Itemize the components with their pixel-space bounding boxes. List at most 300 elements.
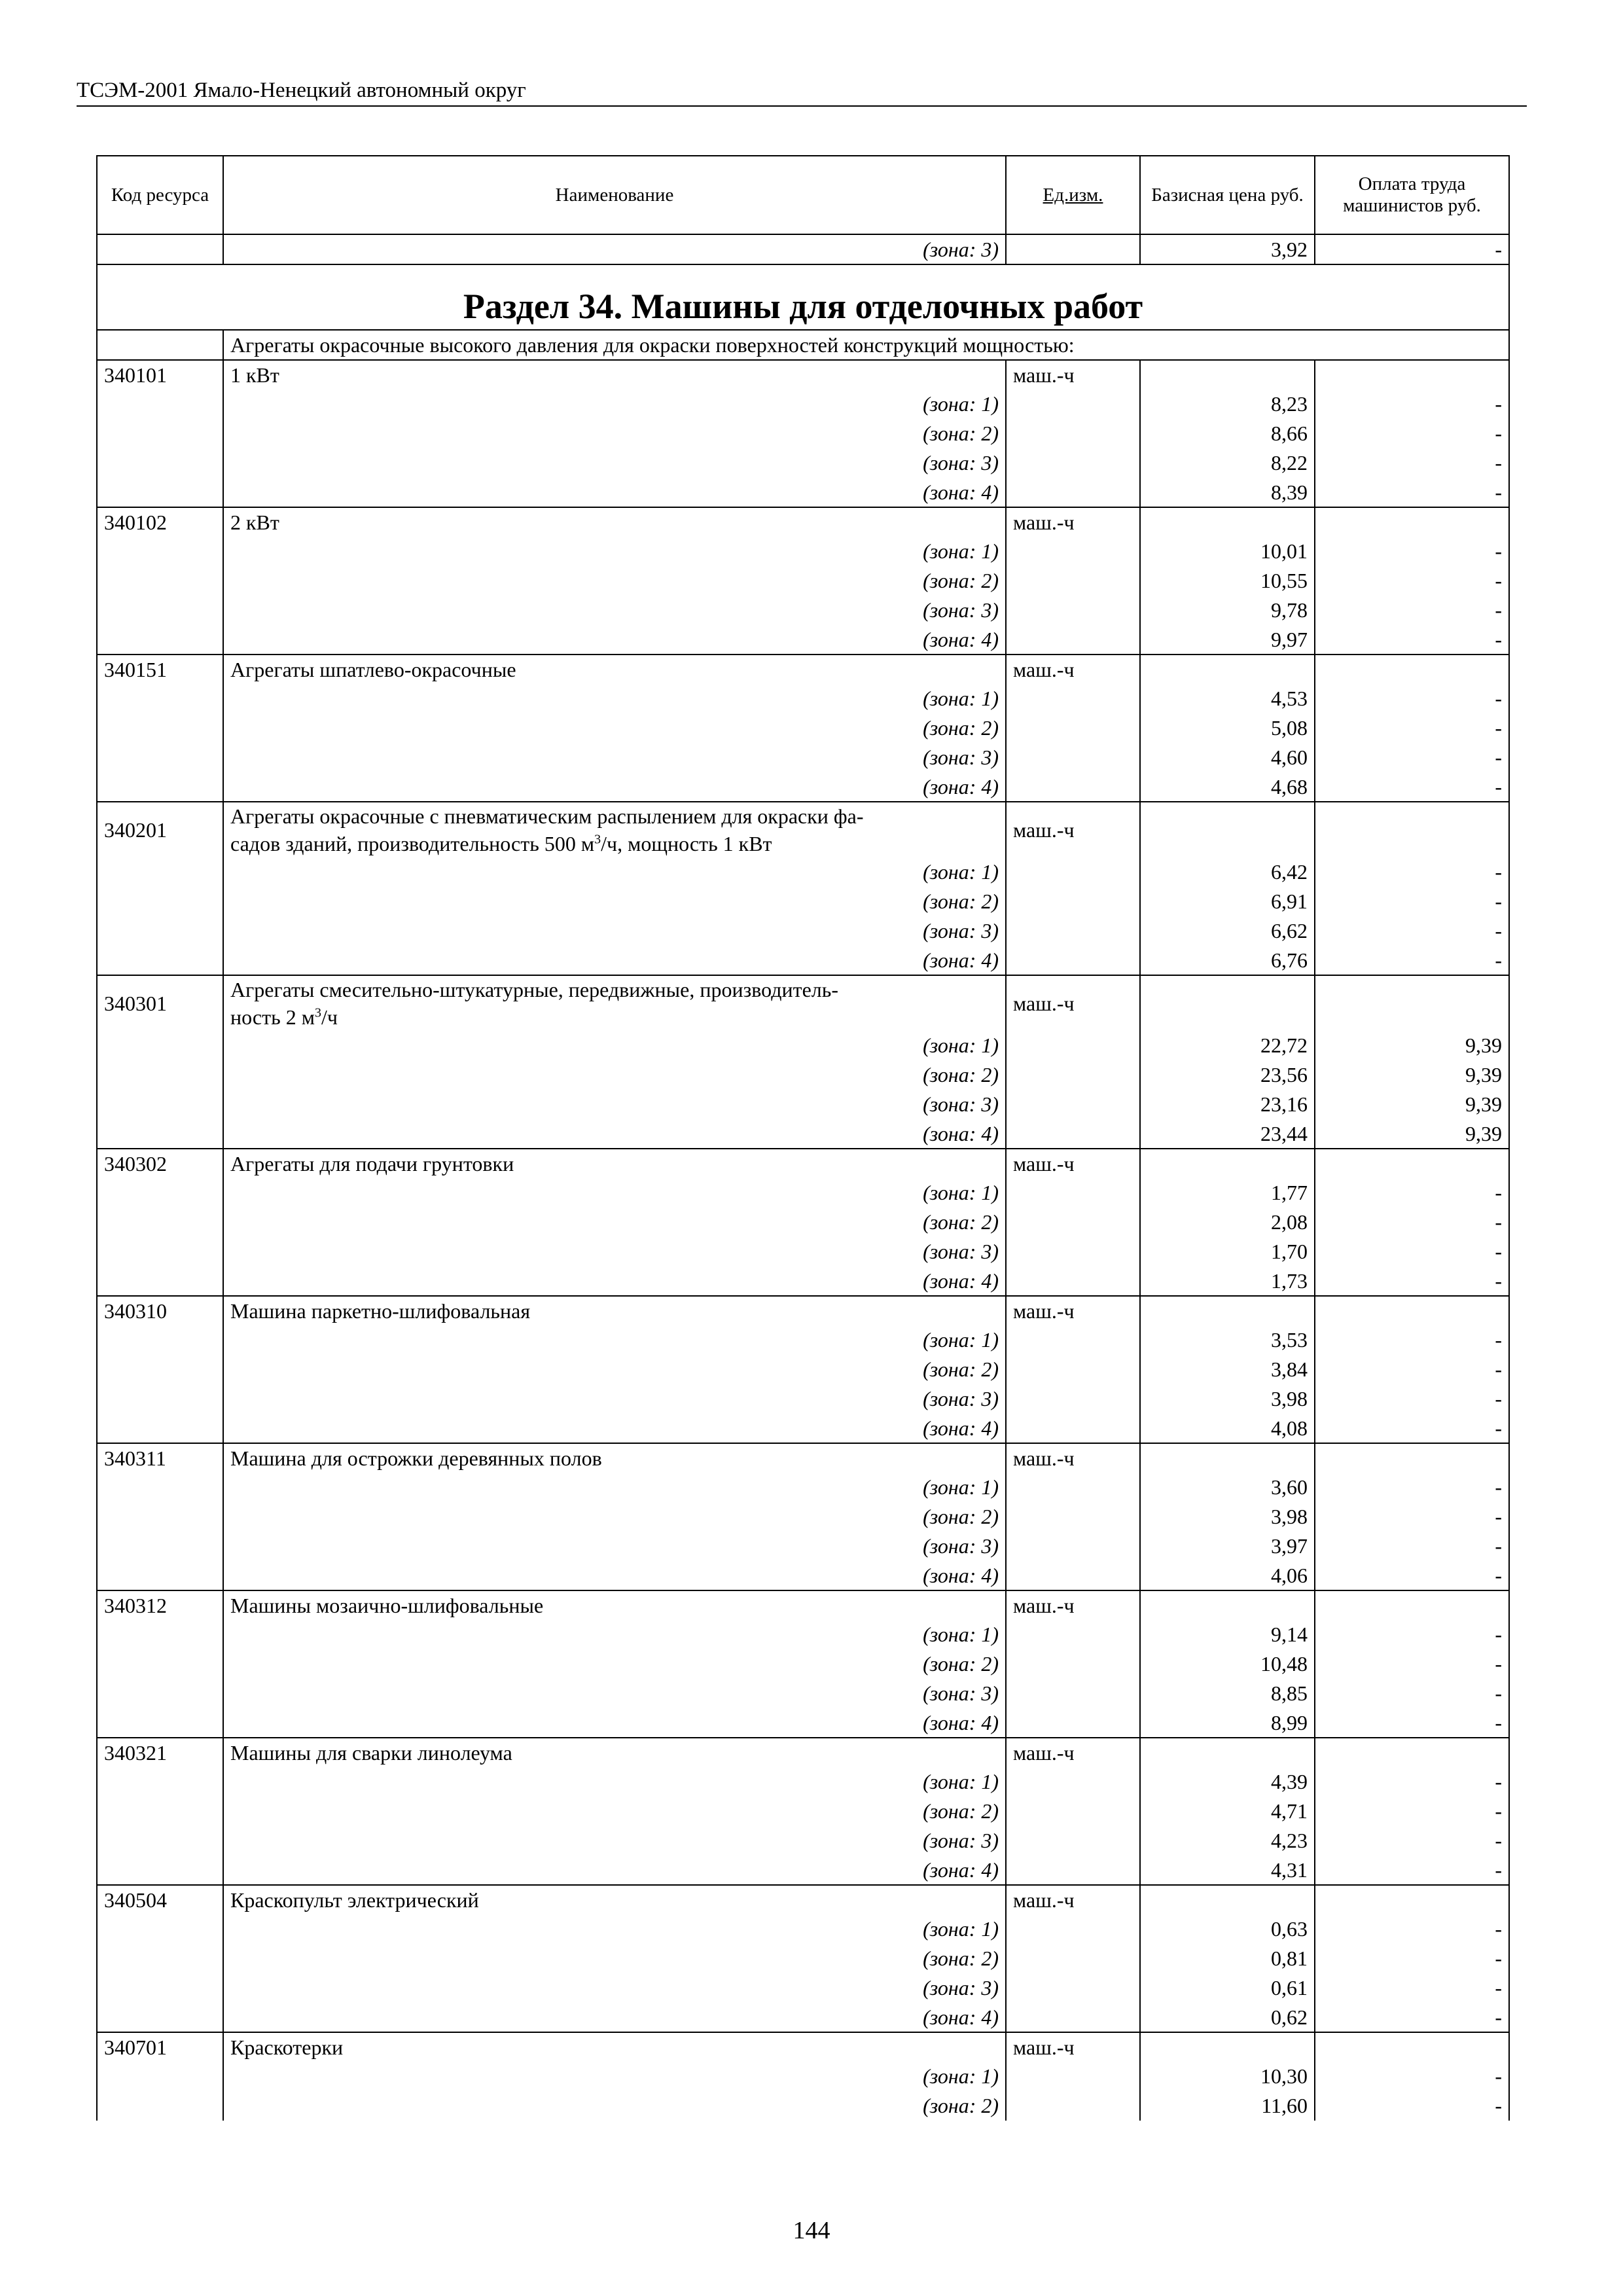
unit-cell: маш.-ч xyxy=(1006,360,1140,389)
unit-cell: маш.-ч xyxy=(1006,1149,1140,1178)
code-cell xyxy=(97,389,223,419)
resource-name: 1 кВт xyxy=(223,360,1006,389)
code-cell xyxy=(97,2003,223,2032)
wage-cell: - xyxy=(1315,1208,1509,1237)
zone-row xyxy=(97,1944,1509,1973)
wage-cell: - xyxy=(1315,1414,1509,1443)
zone-label: (зона: 2) xyxy=(223,566,1006,596)
unit-cell: маш.-ч xyxy=(1006,2032,1140,2062)
unit-cell xyxy=(1006,1826,1140,1856)
price-cell xyxy=(1140,655,1315,684)
resource-code: 340312 xyxy=(97,1590,223,1620)
zone-row xyxy=(97,419,1509,448)
zone-label: (зона: 2) xyxy=(223,419,1006,448)
wage-cell: - xyxy=(1315,1325,1509,1355)
price-cell: 4,68 xyxy=(1140,772,1315,802)
column-header-unit xyxy=(1006,156,1140,234)
unit-superscript: 3 xyxy=(314,1005,321,1020)
resource-code: 340321 xyxy=(97,1738,223,1767)
column-header-code: Код ресурса xyxy=(97,156,223,234)
resource-row xyxy=(97,802,1509,857)
unit-cell: маш.-ч xyxy=(1006,655,1140,684)
wage-cell: - xyxy=(1315,2062,1509,2091)
price-cell xyxy=(1140,1590,1315,1620)
code-cell xyxy=(97,537,223,566)
price-cell: 5,08 xyxy=(1140,713,1315,743)
unit-cell xyxy=(1006,946,1140,975)
code-cell xyxy=(97,1708,223,1738)
code-cell xyxy=(97,478,223,507)
zone-label: (зона: 3) xyxy=(223,234,1006,264)
wage-cell xyxy=(1315,802,1509,857)
zone-row xyxy=(97,1826,1509,1856)
price-cell: 3,98 xyxy=(1140,1502,1315,1532)
zone-label: (зона: 3) xyxy=(223,1973,1006,2003)
wage-cell: - xyxy=(1315,857,1509,887)
page-number: 144 xyxy=(793,2217,830,2244)
zone-label: (зона: 1) xyxy=(223,389,1006,419)
zone-row xyxy=(97,625,1509,655)
resource-name-line2-tail: /ч xyxy=(321,1005,338,1029)
code-cell xyxy=(97,887,223,916)
unit-cell: маш.-ч xyxy=(1006,1590,1140,1620)
price-cell: 3,60 xyxy=(1140,1473,1315,1502)
price-cell: 1,70 xyxy=(1140,1237,1315,1266)
price-cell xyxy=(1140,360,1315,389)
resource-row xyxy=(97,1149,1509,1178)
resource-name xyxy=(223,802,1006,857)
resource-name: Машина паркетно-шлифовальная xyxy=(223,1296,1006,1325)
code-cell xyxy=(97,1473,223,1502)
unit-cell xyxy=(1006,1031,1140,1060)
price-cell: 9,78 xyxy=(1140,596,1315,625)
unit-cell: маш.-ч xyxy=(1006,1885,1140,1914)
wage-cell: - xyxy=(1315,234,1509,264)
zone-label: (зона: 3) xyxy=(223,1532,1006,1561)
resource-name: 2 кВт xyxy=(223,507,1006,537)
column-header-wage: Оплата труда машинистов руб. xyxy=(1315,156,1509,234)
zone-row xyxy=(97,1031,1509,1060)
price-cell: 10,30 xyxy=(1140,2062,1315,2091)
wage-cell: - xyxy=(1315,1973,1509,2003)
zone-label: (зона: 1) xyxy=(223,1031,1006,1060)
code-cell xyxy=(97,419,223,448)
unit-cell: маш.-ч xyxy=(1006,1443,1140,1473)
price-cell: 6,62 xyxy=(1140,916,1315,946)
price-cell xyxy=(1140,1149,1315,1178)
price-cell: 8,66 xyxy=(1140,419,1315,448)
zone-row xyxy=(97,887,1509,916)
column-header-name: Наименование xyxy=(223,156,1006,234)
resource-name: Краскопульт электрический xyxy=(223,1885,1006,1914)
wage-cell xyxy=(1315,507,1509,537)
zone-row xyxy=(97,596,1509,625)
zone-label: (зона: 4) xyxy=(223,1561,1006,1590)
wage-cell: - xyxy=(1315,1384,1509,1414)
column-header-unit-label: Ед.изм. xyxy=(1043,184,1103,206)
group-caption-row xyxy=(97,330,1509,360)
code-cell xyxy=(97,1914,223,1944)
wage-cell: - xyxy=(1315,713,1509,743)
resource-name: Агрегаты для подачи грунтовки xyxy=(223,1149,1006,1178)
unit-cell xyxy=(1006,234,1140,264)
unit-cell xyxy=(1006,1561,1140,1590)
wage-cell xyxy=(1315,1149,1509,1178)
price-cell: 4,53 xyxy=(1140,684,1315,713)
price-cell: 4,60 xyxy=(1140,743,1315,772)
unit-cell xyxy=(1006,2003,1140,2032)
unit-cell xyxy=(1006,1090,1140,1119)
code-cell xyxy=(97,2091,223,2121)
code-cell xyxy=(97,1973,223,2003)
column-header-price: Базисная цена руб. xyxy=(1140,156,1315,234)
price-cell: 23,16 xyxy=(1140,1090,1315,1119)
price-cell: 0,62 xyxy=(1140,2003,1315,2032)
resource-name-line2: садов зданий, производительность 500 м xyxy=(230,832,595,855)
zone-row xyxy=(97,1060,1509,1090)
zone-row xyxy=(97,857,1509,887)
code-cell xyxy=(97,1090,223,1119)
wage-cell: - xyxy=(1315,1178,1509,1208)
unit-cell xyxy=(1006,1237,1140,1266)
zone-label: (зона: 3) xyxy=(223,743,1006,772)
wage-cell: - xyxy=(1315,566,1509,596)
zone-row xyxy=(97,1325,1509,1355)
resource-row xyxy=(97,1443,1509,1473)
resource-code: 340302 xyxy=(97,1149,223,1178)
unit-cell xyxy=(1006,743,1140,772)
zone-row xyxy=(97,772,1509,802)
zone-label: (зона: 4) xyxy=(223,1119,1006,1149)
zone-label: (зона: 4) xyxy=(223,1856,1006,1885)
unit-cell xyxy=(1006,1355,1140,1384)
code-cell xyxy=(97,1532,223,1561)
unit-cell: маш.-ч xyxy=(1006,1296,1140,1325)
unit-cell: маш.-ч xyxy=(1006,802,1140,857)
price-cell: 6,76 xyxy=(1140,946,1315,975)
code-cell xyxy=(97,916,223,946)
price-cell: 10,55 xyxy=(1140,566,1315,596)
price-cell: 0,61 xyxy=(1140,1973,1315,2003)
price-cell xyxy=(1140,1885,1315,1914)
code-cell xyxy=(97,625,223,655)
wage-cell: - xyxy=(1315,1944,1509,1973)
resource-name-line1: Агрегаты смесительно-штукатурные, передвижные, производитель- xyxy=(230,978,838,1001)
wage-cell: - xyxy=(1315,1856,1509,1885)
wage-cell: - xyxy=(1315,1797,1509,1826)
zone-label: (зона: 4) xyxy=(223,478,1006,507)
zone-label: (зона: 4) xyxy=(223,1266,1006,1296)
zone-row xyxy=(97,566,1509,596)
zone-row xyxy=(97,448,1509,478)
carry-over-row xyxy=(97,234,1509,264)
zone-row xyxy=(97,1266,1509,1296)
resource-code: 340151 xyxy=(97,655,223,684)
zone-row xyxy=(97,1561,1509,1590)
price-cell: 8,39 xyxy=(1140,478,1315,507)
unit-cell xyxy=(1006,389,1140,419)
price-cell: 11,60 xyxy=(1140,2091,1315,2121)
wage-cell: - xyxy=(1315,478,1509,507)
wage-cell: - xyxy=(1315,1561,1509,1590)
resource-code: 340301 xyxy=(97,975,223,1031)
zone-row xyxy=(97,2091,1509,2121)
zone-label: (зона: 3) xyxy=(223,596,1006,625)
zone-label: (зона: 2) xyxy=(223,1944,1006,1973)
zone-label: (зона: 1) xyxy=(223,1620,1006,1649)
zone-row xyxy=(97,684,1509,713)
code-cell xyxy=(97,1384,223,1414)
wage-cell: - xyxy=(1315,1532,1509,1561)
unit-cell xyxy=(1006,684,1140,713)
zone-row xyxy=(97,713,1509,743)
price-cell: 4,71 xyxy=(1140,1797,1315,1826)
unit-cell xyxy=(1006,1119,1140,1149)
zone-row xyxy=(97,1914,1509,1944)
resource-code: 340201 xyxy=(97,802,223,857)
zone-row xyxy=(97,478,1509,507)
zone-row xyxy=(97,1649,1509,1679)
unit-cell xyxy=(1006,1532,1140,1561)
code-cell xyxy=(97,1767,223,1797)
zone-label: (зона: 3) xyxy=(223,1090,1006,1119)
code-cell xyxy=(97,1237,223,1266)
code-cell xyxy=(97,2062,223,2091)
resource-row xyxy=(97,1738,1509,1767)
price-cell xyxy=(1140,1296,1315,1325)
resource-row xyxy=(97,1885,1509,1914)
zone-label: (зона: 4) xyxy=(223,1708,1006,1738)
price-cell: 3,84 xyxy=(1140,1355,1315,1384)
unit-cell xyxy=(1006,419,1140,448)
wage-cell: - xyxy=(1315,1620,1509,1649)
zone-row xyxy=(97,2003,1509,2032)
zone-row xyxy=(97,743,1509,772)
resource-name: Машины мозаично-шлифовальные xyxy=(223,1590,1006,1620)
document-header: ТСЭМ-2001 Ямало-Ненецкий автономный округ xyxy=(77,79,526,102)
resource-name-line2: ность 2 м xyxy=(230,1005,315,1029)
zone-label: (зона: 1) xyxy=(223,1914,1006,1944)
zone-row xyxy=(97,1414,1509,1443)
price-cell: 8,99 xyxy=(1140,1708,1315,1738)
price-cell: 10,01 xyxy=(1140,537,1315,566)
resource-row xyxy=(97,975,1509,1031)
price-cell: 0,81 xyxy=(1140,1944,1315,1973)
zone-row xyxy=(97,1090,1509,1119)
zone-label: (зона: 4) xyxy=(223,946,1006,975)
price-cell xyxy=(1140,975,1315,1031)
zone-label: (зона: 3) xyxy=(223,1679,1006,1708)
section-title-row xyxy=(97,264,1509,330)
unit-cell xyxy=(1006,1266,1140,1296)
code-cell xyxy=(97,1797,223,1826)
price-cell: 8,85 xyxy=(1140,1679,1315,1708)
unit-cell xyxy=(1006,1856,1140,1885)
zone-label: (зона: 4) xyxy=(223,772,1006,802)
price-cell: 22,72 xyxy=(1140,1031,1315,1060)
price-cell: 4,39 xyxy=(1140,1767,1315,1797)
unit-cell: маш.-ч xyxy=(1006,1738,1140,1767)
zone-label: (зона: 4) xyxy=(223,1414,1006,1443)
unit-cell xyxy=(1006,566,1140,596)
resource-name: Агрегаты шпатлево-окрасочные xyxy=(223,655,1006,684)
resource-code: 340311 xyxy=(97,1443,223,1473)
price-cell: 6,42 xyxy=(1140,857,1315,887)
unit-cell xyxy=(1006,1620,1140,1649)
price-cell: 4,23 xyxy=(1140,1826,1315,1856)
wage-cell: - xyxy=(1315,1473,1509,1502)
resource-row xyxy=(97,507,1509,537)
price-cell xyxy=(1140,2032,1315,2062)
zone-label: (зона: 3) xyxy=(223,916,1006,946)
price-cell xyxy=(1140,1443,1315,1473)
wage-cell: - xyxy=(1315,389,1509,419)
code-cell xyxy=(97,1944,223,1973)
code-cell xyxy=(97,1620,223,1649)
wage-cell: - xyxy=(1315,1355,1509,1384)
zone-label: (зона: 1) xyxy=(223,537,1006,566)
zone-label: (зона: 3) xyxy=(223,1237,1006,1266)
code-cell xyxy=(97,1119,223,1149)
unit-cell xyxy=(1006,887,1140,916)
resource-code: 340504 xyxy=(97,1885,223,1914)
unit-cell xyxy=(1006,1679,1140,1708)
price-cell xyxy=(1140,802,1315,857)
price-cell: 0,63 xyxy=(1140,1914,1315,1944)
wage-cell xyxy=(1315,975,1509,1031)
zone-row xyxy=(97,1767,1509,1797)
wage-cell: 9,39 xyxy=(1315,1060,1509,1090)
wage-cell xyxy=(1315,655,1509,684)
unit-cell xyxy=(1006,1797,1140,1826)
unit-cell xyxy=(1006,596,1140,625)
zone-row xyxy=(97,1708,1509,1738)
unit-cell xyxy=(1006,2091,1140,2121)
resource-code: 340701 xyxy=(97,2032,223,2062)
price-cell: 23,56 xyxy=(1140,1060,1315,1090)
zone-label: (зона: 1) xyxy=(223,684,1006,713)
wage-cell: - xyxy=(1315,1237,1509,1266)
price-cell: 1,73 xyxy=(1140,1266,1315,1296)
zone-row xyxy=(97,1532,1509,1561)
code-cell xyxy=(97,596,223,625)
unit-cell: маш.-ч xyxy=(1006,975,1140,1031)
zone-row xyxy=(97,1620,1509,1649)
resource-name: Краскотерки xyxy=(223,2032,1006,2062)
unit-cell xyxy=(1006,1914,1140,1944)
wage-cell: - xyxy=(1315,1649,1509,1679)
code-cell xyxy=(97,1031,223,1060)
price-cell: 23,44 xyxy=(1140,1119,1315,1149)
price-cell: 9,14 xyxy=(1140,1620,1315,1649)
unit-cell xyxy=(1006,1502,1140,1532)
wage-cell: 9,39 xyxy=(1315,1031,1509,1060)
unit-cell xyxy=(1006,1649,1140,1679)
price-cell: 3,53 xyxy=(1140,1325,1315,1355)
code-cell xyxy=(97,1679,223,1708)
zone-label: (зона: 1) xyxy=(223,857,1006,887)
zone-row xyxy=(97,916,1509,946)
zone-row xyxy=(97,1502,1509,1532)
unit-cell xyxy=(1006,537,1140,566)
zone-label: (зона: 4) xyxy=(223,625,1006,655)
wage-cell: - xyxy=(1315,596,1509,625)
price-cell: 8,22 xyxy=(1140,448,1315,478)
resource-code: 340101 xyxy=(97,360,223,389)
wage-cell: - xyxy=(1315,537,1509,566)
zone-label: (зона: 2) xyxy=(223,2091,1006,2121)
zone-row xyxy=(97,1679,1509,1708)
code-cell xyxy=(97,1208,223,1237)
resource-row xyxy=(97,1296,1509,1325)
zone-label: (зона: 2) xyxy=(223,1208,1006,1237)
zone-row xyxy=(97,946,1509,975)
zone-row xyxy=(97,1178,1509,1208)
code-cell xyxy=(97,857,223,887)
section-title: Раздел 34. Машины для отделочных работ xyxy=(97,264,1509,330)
resource-row xyxy=(97,2032,1509,2062)
wage-cell: - xyxy=(1315,743,1509,772)
price-cell: 4,06 xyxy=(1140,1561,1315,1590)
wage-cell: - xyxy=(1315,772,1509,802)
code-cell xyxy=(97,1561,223,1590)
zone-row xyxy=(97,1797,1509,1826)
zone-row xyxy=(97,1473,1509,1502)
unit-cell xyxy=(1006,772,1140,802)
unit-cell xyxy=(1006,1208,1140,1237)
wage-cell: - xyxy=(1315,1266,1509,1296)
zone-label: (зона: 2) xyxy=(223,1502,1006,1532)
unit-cell xyxy=(1006,1414,1140,1443)
price-cell xyxy=(1140,1738,1315,1767)
code-cell xyxy=(97,1826,223,1856)
zone-row xyxy=(97,1208,1509,1237)
zone-label: (зона: 1) xyxy=(223,1473,1006,1502)
unit-cell xyxy=(1006,1178,1140,1208)
unit-cell xyxy=(1006,1767,1140,1797)
group-caption: Агрегаты окрасочные высокого давления для окраски поверхностей конструкций мощностью: xyxy=(223,330,1509,360)
zone-label: (зона: 2) xyxy=(223,713,1006,743)
resource-name: Машина для острожки деревянных полов xyxy=(223,1443,1006,1473)
unit-cell xyxy=(1006,1473,1140,1502)
zone-label: (зона: 1) xyxy=(223,2062,1006,2091)
unit-cell xyxy=(1006,857,1140,887)
wage-cell xyxy=(1315,360,1509,389)
wage-cell: 9,39 xyxy=(1315,1119,1509,1149)
zone-row xyxy=(97,1856,1509,1885)
unit-cell xyxy=(1006,2062,1140,2091)
zone-row xyxy=(97,389,1509,419)
wage-cell: - xyxy=(1315,2003,1509,2032)
zone-label: (зона: 4) xyxy=(223,2003,1006,2032)
zone-row xyxy=(97,537,1509,566)
zone-label: (зона: 2) xyxy=(223,1649,1006,1679)
wage-cell xyxy=(1315,2032,1509,2062)
zone-label: (зона: 2) xyxy=(223,1355,1006,1384)
code-cell xyxy=(97,1060,223,1090)
price-cell: 6,91 xyxy=(1140,887,1315,916)
price-cell: 3,98 xyxy=(1140,1384,1315,1414)
unit-cell xyxy=(1006,713,1140,743)
wage-cell: - xyxy=(1315,1708,1509,1738)
wage-cell: - xyxy=(1315,1502,1509,1532)
unit-cell xyxy=(1006,916,1140,946)
wage-cell: - xyxy=(1315,1826,1509,1856)
price-cell: 3,97 xyxy=(1140,1532,1315,1561)
code-cell xyxy=(97,1414,223,1443)
zone-label: (зона: 2) xyxy=(223,1060,1006,1090)
wage-cell: - xyxy=(1315,887,1509,916)
